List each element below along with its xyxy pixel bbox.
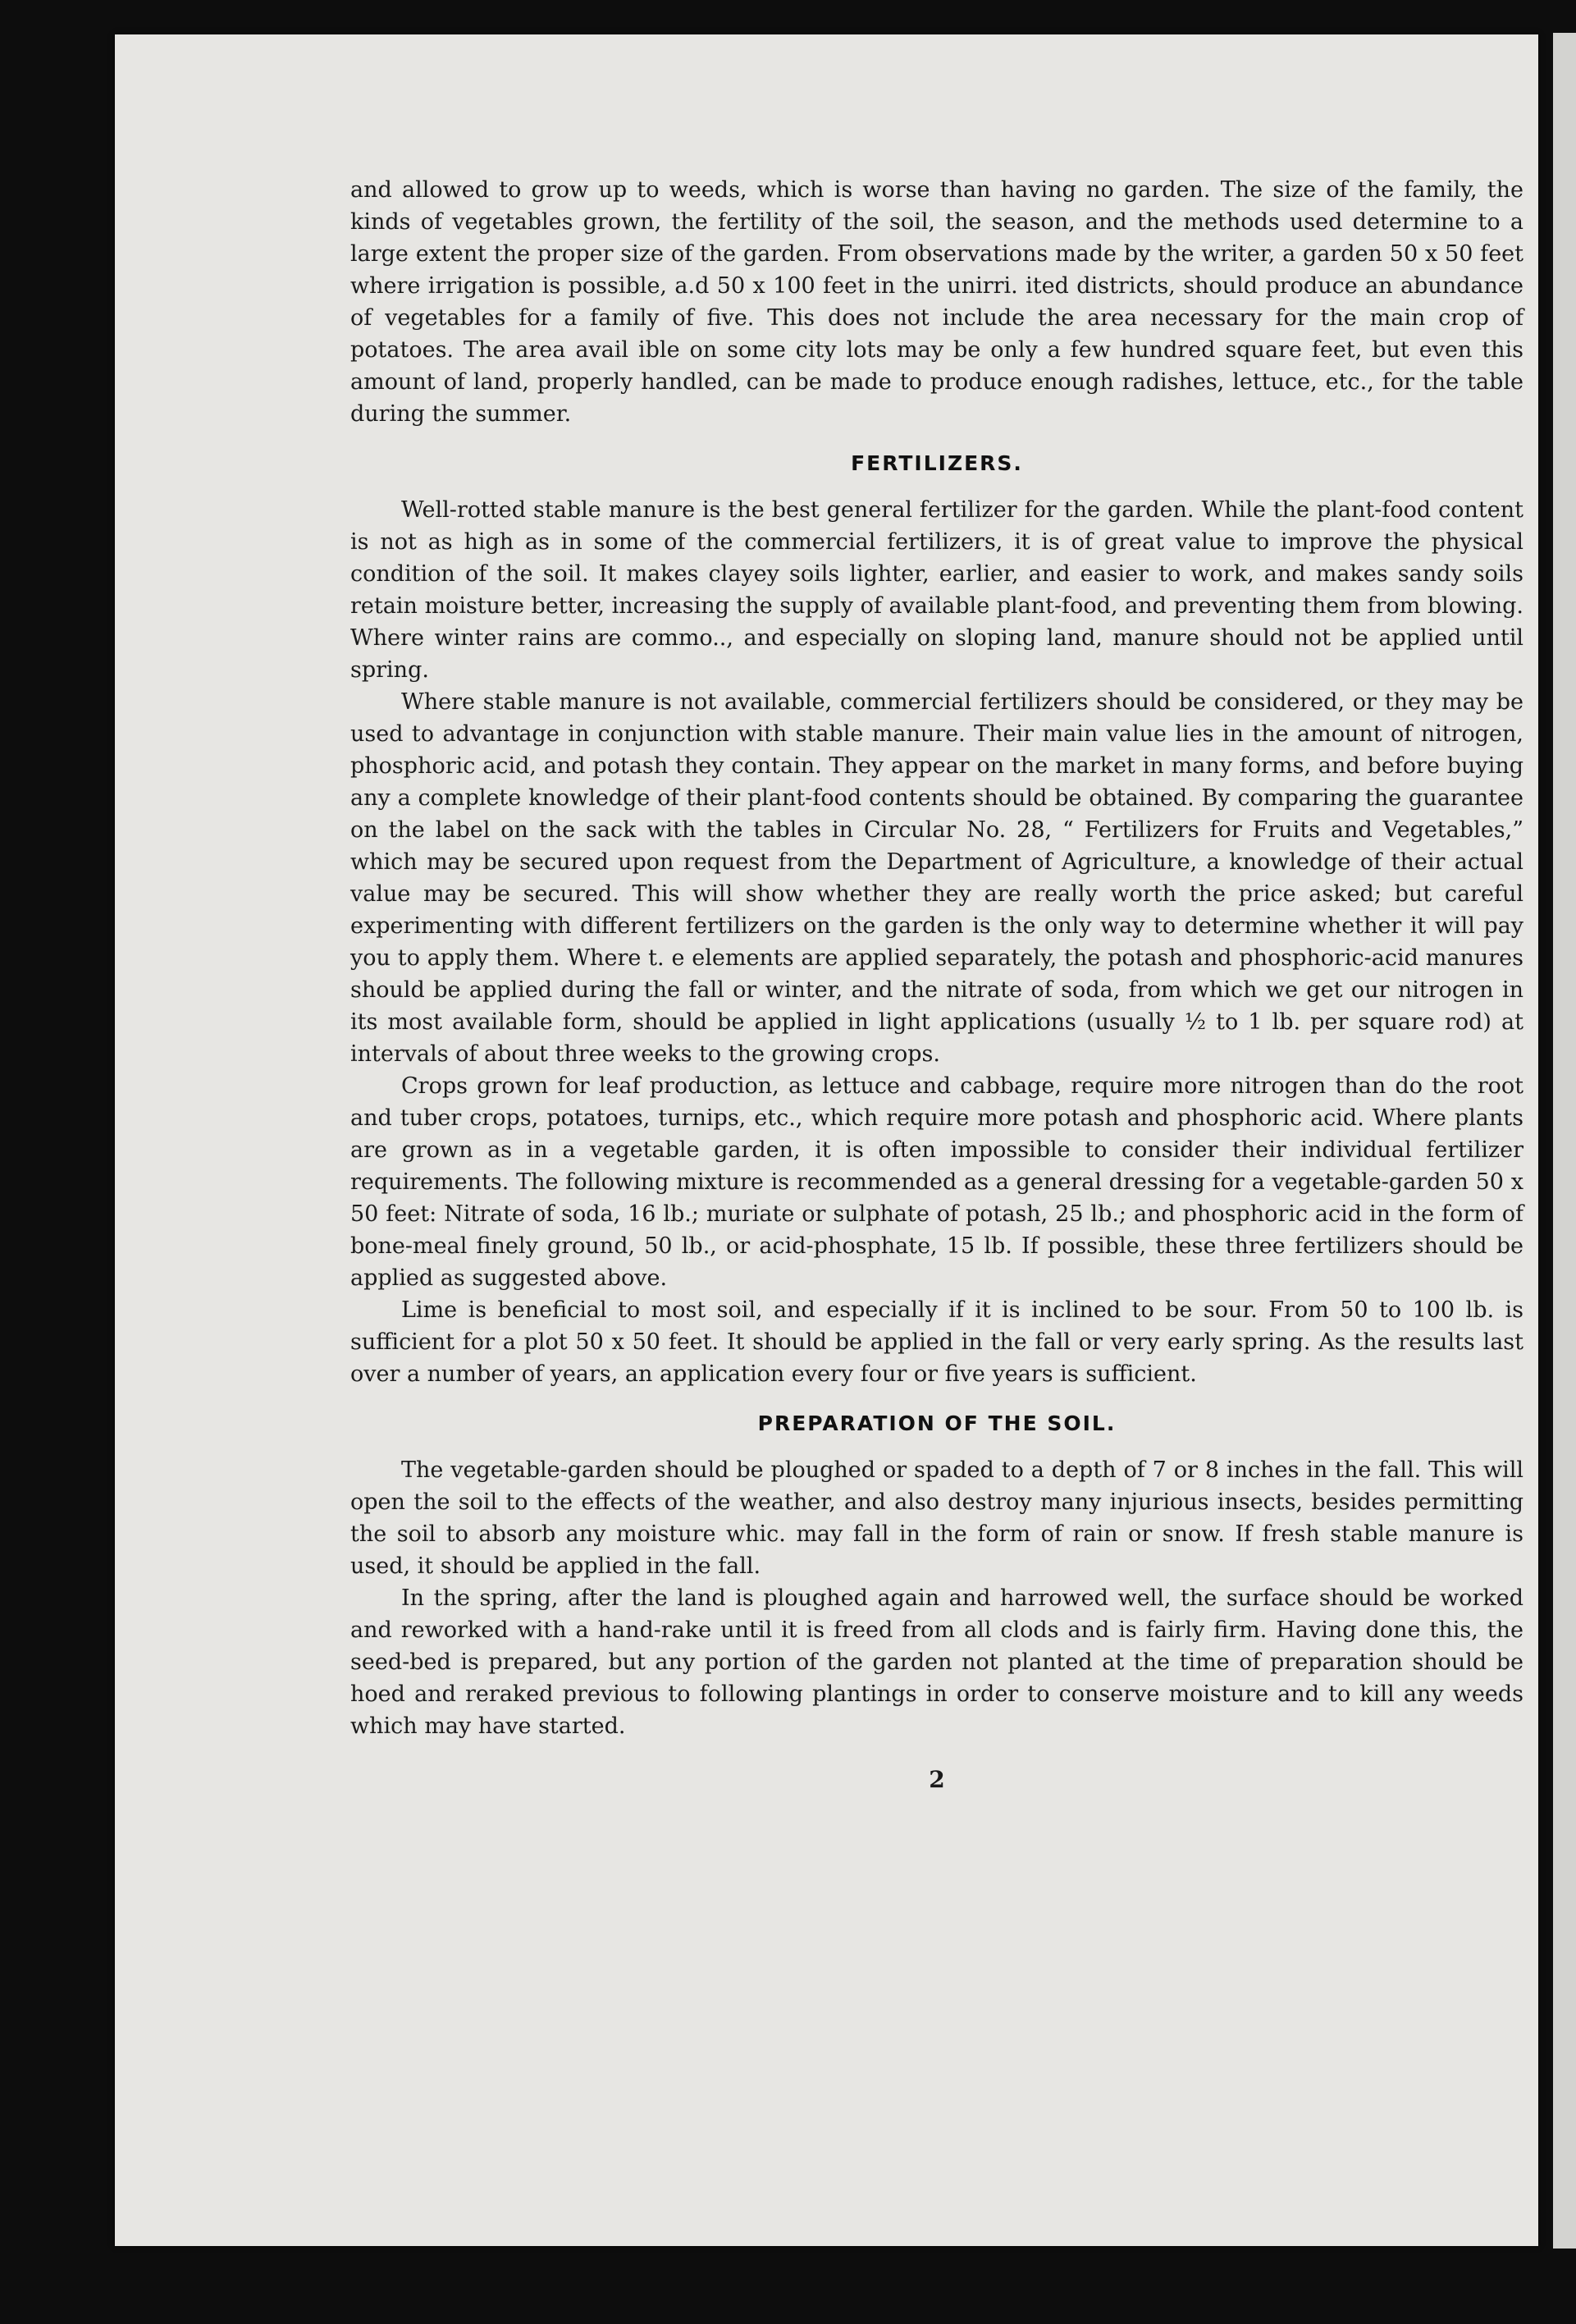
preparation-paragraph-1: The vegetable-garden should be ploughed or spaded to a depth of 7 or 8 inches in the fall. This will open the soil to the effects of the weather, and also destroy many injurious insects, besides permitting the soil to absorb any moisture whic. may fall in the form of rain or snow. If fresh stable manure is used, it should be applied in the fall.	[350, 1457, 1523, 1579]
preparation-paragraph-2: In the spring, after the land is ploughed again and harrowed well, the surface should be worked and reworked with a hand-rake until it is freed from all clods and is fairly firm. Having done this, the seed-bed is prepared, but any portion of the garden not planted at the time of preparation should be hoed and reraked previous to following plantings in order to conserve moisture and to kill any weeds which may have started.	[350, 1585, 1523, 1739]
fertilizers-paragraph-1: Well-rotted stable manure is the best general fertilizer for the garden. While the plant-food content is not as high as in some of the commercial fertilizers, it is of great value to improve the physical condition of the soil. It makes clayey soils lighter, earlier, and easier to work, and makes sandy soils retain moisture better, increasing the supply of available plant-food, and preventing them from blowing. Where winter rains are commo.., and especially on sloping land, manure should not be applied until spring.	[350, 497, 1523, 683]
intro-paragraph: and allowed to grow up to weeds, which is worse than having no garden. The size of the family, the kinds of vegetables grown, the fertility of the soil, the season, and the methods used determine to a large extent the proper size of the garden. From observations made by the writer, a garden 50 x 50 feet where irrigation is possible, a.d 50 x 100 feet in the unirri. ited districts, should produce an abundance of vegetables for a family of five. This does not include the area necessary for the main crop of potatoes. The area avail ible on some city lots may be only a few hundred square feet, but even this amount of land, properly handled, can be made to produce enough radishes, lettuce, etc., for the table during the summer.	[350, 177, 1523, 427]
page-number: 2	[929, 1766, 945, 1793]
page-content	[350, 174, 1523, 1796]
fertilizers-paragraph-2: Where stable manure is not available, commercial fertilizers should be considered, or they may be used to advantage in conjunction with stable manure. Their main value lies in the amount of nitrogen, phosphoric acid, and potash they contain. They appear on the market in many forms, and before buying any a complete knowledge of their plant-food contents should be obtained. By comparing the guarantee on the label on the sack with the tables in Circular No. 28, “ Fertilizers for Fruits and Vegetables,” which may be secured upon request from the Department of Agriculture, a knowledge of their actual value may be secured. This will show whether they are really worth the price asked; but careful experimenting with different fertilizers on the garden is the only way to determine whether it will pay you to apply them. Where t. e elements are applied separately, the potash and phosphoric-acid manures should be applied during the fall or winter, and the nitrate of soda, from which we get our nitrogen in its most available form, should be applied in light applications (usually ½ to 1 lb. per square rod) at intervals of about three weeks to the growing crops.	[350, 689, 1523, 1067]
document-page	[115, 34, 1538, 2246]
fertilizers-paragraph-3: Crops grown for leaf production, as lettuce and cabbage, require more nitrogen than do the root and tuber crops, potatoes, turnips, etc., which require more potash and phosphoric acid. Where plants are grown as in a vegetable garden, it is often impossible to consider their individual fertilizer requirements. The following mixture is recommended as a general dressing for a vegetable-garden 50 x 50 feet: Nitrate of soda, 16 lb.; muriate or sulphate of potash, 25 lb.; and phosphoric acid in the form of bone-meal finely ground, 50 lb., or acid-phosphate, 15 lb. If possible, these three fertilizers should be applied as suggested above.	[350, 1073, 1523, 1291]
fertilizers-heading: FERTILIZERS.	[851, 451, 1023, 475]
adjacent-page-edge	[1553, 33, 1576, 2249]
fertilizers-paragraph-4: Lime is beneficial to most soil, and especially if it is inclined to be sour. From 50 to 100 lb. is sufficient for a plot 50 x 50 feet. It should be applied in the fall or very early spring. As the results last over a number of years, an application every four or five years is sufficient.	[350, 1297, 1523, 1387]
preparation-heading: PREPARATION OF THE SOIL.	[757, 1411, 1117, 1435]
